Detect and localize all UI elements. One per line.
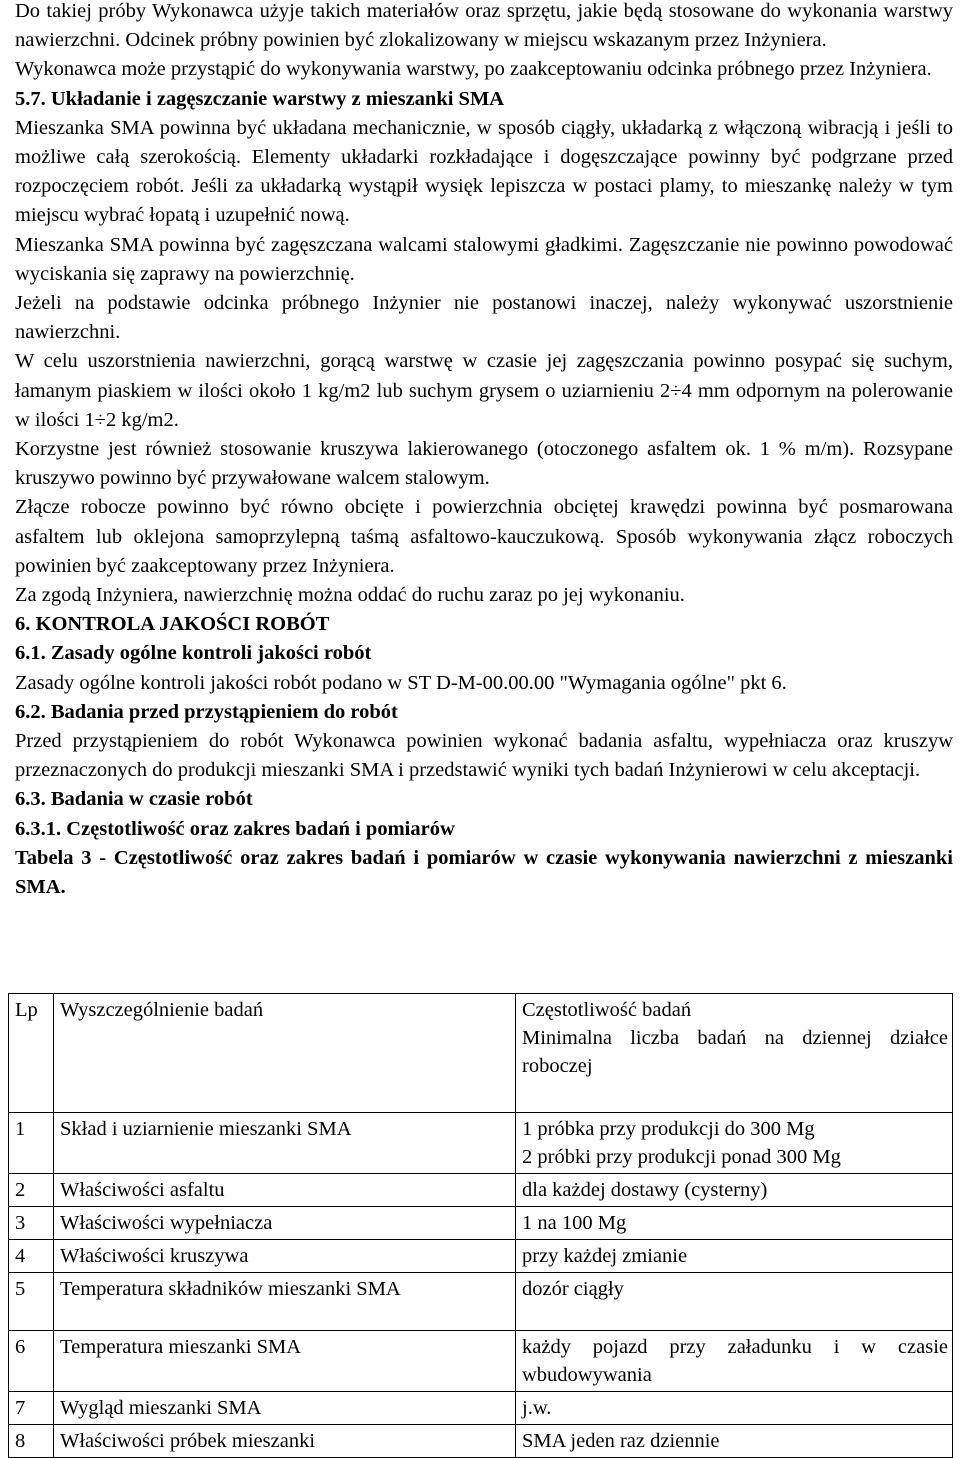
row-frequency-line: 2 próbki przy produkcji ponad 300 Mg bbox=[522, 1146, 841, 1168]
row-frequency: dla każdej dostawy (cysterny) bbox=[516, 1174, 953, 1207]
row-item: Właściwości asfaltu bbox=[54, 1174, 516, 1207]
chapter-heading: 6. KONTROLA JAKOŚCI ROBÓT bbox=[15, 613, 330, 636]
row-frequency: dozór ciągły bbox=[516, 1273, 953, 1331]
row-frequency bbox=[516, 1113, 953, 1174]
row-item: Temperatura mieszanki SMA bbox=[54, 1331, 516, 1392]
paragraph: W celu uszorstnienia nawierzchni, gorącą warstwę w czasie jej zagęszczania powinno posypać się suchym, łamanym piaskiem w ilości około 1 kg/m2 lub suchym grysem o uziarnieniu 2÷4 mm odpornym na polerowanie w ilości 1÷2 kg/m2. bbox=[15, 350, 953, 431]
header-frequency-title: Częstotliwość badań bbox=[522, 999, 692, 1021]
header-frequency-subtitle: Minimalna liczba badań na dziennej działce roboczej bbox=[522, 1027, 948, 1077]
row-lp: 3 bbox=[9, 1207, 54, 1240]
row-lp: 8 bbox=[9, 1425, 54, 1458]
section-heading: 6.3. Badania w czasie robót bbox=[15, 788, 253, 811]
table-row bbox=[9, 1174, 953, 1207]
header-frequency bbox=[516, 994, 953, 1113]
row-item: Wygląd mieszanki SMA bbox=[54, 1392, 516, 1425]
row-item: Właściwości kruszywa bbox=[54, 1240, 516, 1273]
paragraph: Przed przystąpieniem do robót Wykonawca powinien wykonać badania asfaltu, wypełniacza oraz kruszyw przeznaczonych do produkcji mieszanki SMA i przedstawić wyniki tych badań Inżynierowi w celu akceptacji. bbox=[15, 730, 953, 782]
paragraph: Do takiej próby Wykonawca użyje takich materiałów oraz sprzętu, jakie będą stosowane do wykonania warstwy nawierzchni. Odcinek próbny powinien być zlokalizowany w miejscu wskazanym przez Inżyniera. bbox=[15, 0, 953, 52]
row-frequency: 1 na 100 Mg bbox=[516, 1207, 953, 1240]
paragraph: Złącze robocze powinno być równo obcięte i powierzchnia obciętej krawędzi powinna być posmarowana asfaltem lub oklejona samoprzylepną taśmą asfaltowo-kauczukową. Sposób wykonywania złącz roboczych powinien być zaakceptowany przez Inżyniera. bbox=[15, 496, 953, 577]
row-lp: 4 bbox=[9, 1240, 54, 1273]
row-item: Właściwości próbek mieszanki bbox=[54, 1425, 516, 1458]
table-row bbox=[9, 1113, 953, 1174]
table-row bbox=[9, 1425, 953, 1458]
document-page bbox=[15, 0, 953, 902]
header-lp: Lp bbox=[9, 994, 54, 1113]
table-row bbox=[9, 1207, 953, 1240]
row-frequency-line: 1 próbka przy produkcji do 300 Mg bbox=[522, 1118, 815, 1140]
row-lp: 7 bbox=[9, 1392, 54, 1425]
paragraph: Za zgodą Inżyniera, nawierzchnię można oddać do ruchu zaraz po jej wykonaniu. bbox=[15, 584, 685, 607]
table-header-row bbox=[9, 994, 953, 1113]
row-item: Temperatura składników mieszanki SMA bbox=[54, 1273, 516, 1331]
table-row bbox=[9, 1331, 953, 1392]
paragraph: Mieszanka SMA powinna być układana mechanicznie, w sposób ciągły, układarką z włączoną wibracją i jeśli to możliwe całą szerokością. Elementy układarki rozkładające i dogęszczające powinny być podgrzane przed rozpoczęciem robót. Jeśli za układarką wystąpił wysięk lepiszcza w postaci plamy, to mieszankę należy w tym miejscu wybrać łopatą i uzupełnić nową. bbox=[15, 116, 953, 227]
row-lp: 1 bbox=[9, 1113, 54, 1174]
row-frequency: SMA jeden raz dziennie bbox=[516, 1425, 953, 1458]
row-lp: 5 bbox=[9, 1273, 54, 1331]
row-item: Właściwości wypełniacza bbox=[54, 1207, 516, 1240]
row-item: Skład i uziarnienie mieszanki SMA bbox=[54, 1113, 516, 1174]
table-caption: Tabela 3 - Częstotliwość oraz zakres badań i pomiarów w czasie wykonywania nawierzchni z mieszanki SMA. bbox=[15, 846, 953, 899]
section-heading: 6.1. Zasady ogólne kontroli jakości robót bbox=[15, 642, 372, 665]
table-row bbox=[9, 1273, 953, 1331]
inspection-table bbox=[8, 993, 953, 1458]
row-frequency: przy każdej zmianie bbox=[516, 1240, 953, 1273]
row-lp: 2 bbox=[9, 1174, 54, 1207]
table-row bbox=[9, 1240, 953, 1273]
paragraph: Zasady ogólne kontroli jakości robót podano w ST D-M-00.00.00 "Wymagania ogólne" pkt 6. bbox=[15, 671, 787, 694]
row-frequency: j.w. bbox=[516, 1392, 953, 1425]
table-row bbox=[9, 1392, 953, 1425]
header-item: Wyszczególnienie badań bbox=[54, 994, 516, 1113]
row-lp: 6 bbox=[9, 1331, 54, 1392]
row-frequency: każdy pojazd przy załadunku i w czasie wbudowywania bbox=[516, 1331, 953, 1392]
paragraph: Jeżeli na podstawie odcinka próbnego Inżynier nie postanowi inaczej, należy wykonywać uszorstnienie nawierzchni. bbox=[15, 292, 953, 344]
paragraph: Korzystne jest również stosowanie kruszywa lakierowanego (otoczonego asfaltem ok. 1 % m/m). Rozsypane kruszywo powinno być przywałowane walcem stalowym. bbox=[15, 438, 953, 490]
section-heading: 5.7. Układanie i zagęszczanie warstwy z mieszanki SMA bbox=[15, 87, 505, 110]
paragraph: Wykonawca może przystąpić do wykonywania warstwy, po zaakceptowaniu odcinka próbnego przez Inżyniera. bbox=[15, 58, 932, 81]
section-heading: 6.3.1. Częstotliwość oraz zakres badań i pomiarów bbox=[15, 817, 455, 840]
section-heading: 6.2. Badania przed przystąpieniem do robót bbox=[15, 700, 398, 723]
paragraph: Mieszanka SMA powinna być zagęszczana walcami stalowymi gładkimi. Zagęszczanie nie powinno powodować wyciskania się zaprawy na powierzchnię. bbox=[15, 233, 953, 285]
